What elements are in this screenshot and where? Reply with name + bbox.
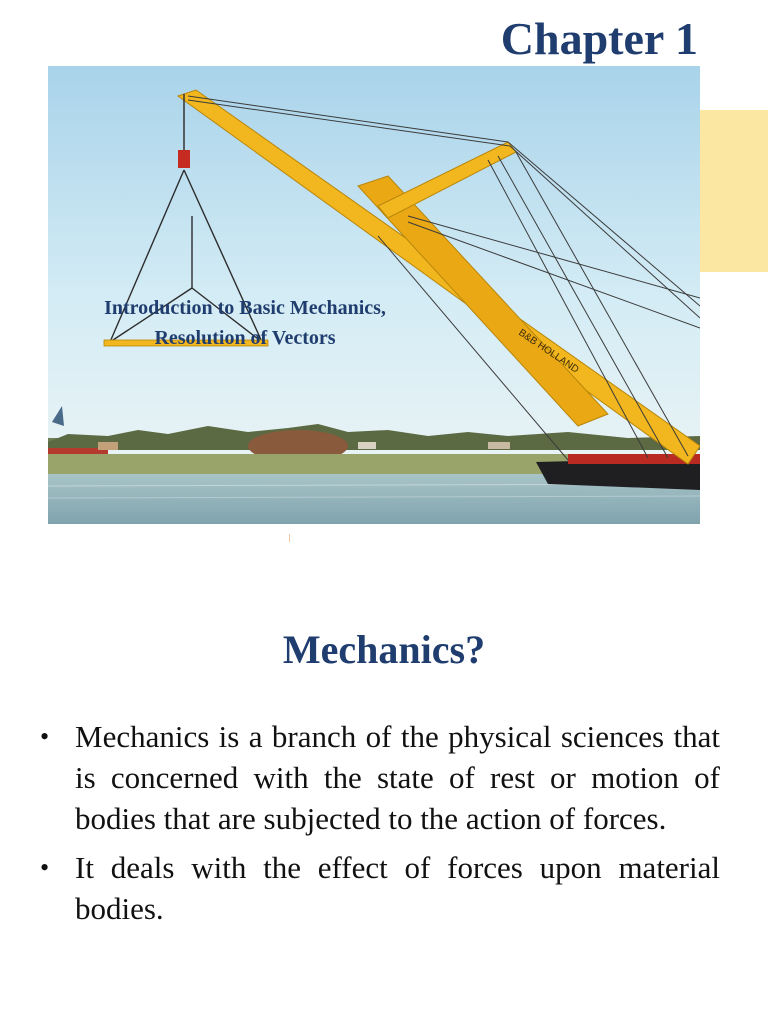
bullet-item <box>36 847 720 929</box>
bullet-list <box>36 716 720 937</box>
hero-caption-line-1: Introduction to Basic Mechanics, <box>104 297 386 319</box>
section-heading: Mechanics? <box>282 627 486 672</box>
divider-tick <box>289 534 290 542</box>
bullet-text: It deals with the effect of forces upon material bodies. <box>75 850 720 926</box>
hero-caption <box>60 293 430 353</box>
bullet-dot-icon: • <box>40 853 50 882</box>
accent-block <box>700 110 768 272</box>
svg-text:B&B HOLLAND: B&B HOLLAND <box>516 327 581 376</box>
bullet-dot-icon: • <box>40 722 50 751</box>
chapter-title: Chapter 1 <box>500 13 698 64</box>
bullet-text: Mechanics is a branch of the physical sciences that is concerned with the state of rest or motion of bodies that are subjected to the action of forces. <box>75 719 720 836</box>
bullet-item <box>36 716 720 839</box>
hero-caption-line-2: Resolution of Vectors <box>154 327 336 349</box>
